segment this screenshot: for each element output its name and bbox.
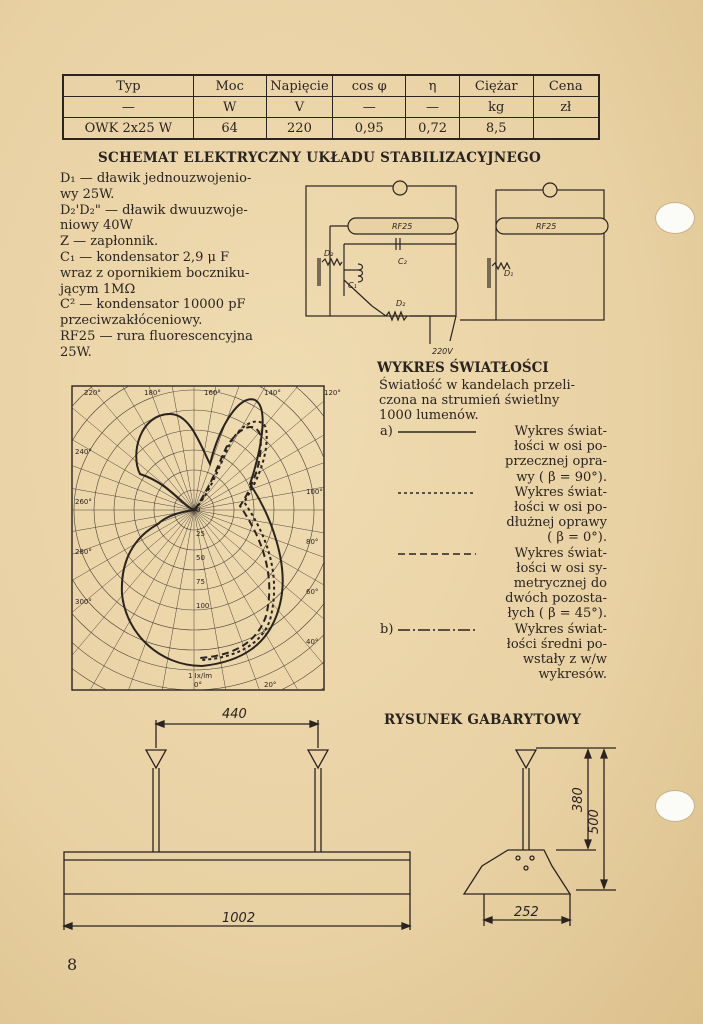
- header-cell: Cena: [533, 75, 599, 97]
- dimension-drawing: [56, 700, 616, 940]
- angle-label-left: 300°: [75, 598, 92, 606]
- header-cell: Ciężar: [459, 75, 533, 97]
- legend-text-line: ( β = 0°).: [547, 530, 607, 546]
- legend-text-line: łości w osi po-: [514, 500, 607, 516]
- radial-label: 50: [196, 554, 205, 562]
- legend-text-line: Wykres świat-: [514, 424, 607, 439]
- unit-cell: W: [193, 97, 266, 118]
- punch-hole-top: [655, 202, 695, 234]
- legend-text-line: łości w osi po-: [514, 439, 607, 455]
- desc-line: czona na strumień świetlny: [379, 393, 560, 408]
- legend-entry: [380, 622, 610, 683]
- unit-cell: —: [333, 97, 406, 118]
- luminance-title: WYKRES ŚWIATŁOŚCI: [377, 360, 549, 376]
- legend-line: C₁ — kondensator 2,9 μ F: [60, 249, 230, 265]
- angle-label-left: 240°: [75, 448, 92, 456]
- angle-label-bottom: 0°: [194, 681, 202, 689]
- angle-label-top: 120°: [324, 389, 341, 397]
- curve-symmetric: [194, 427, 269, 658]
- angle-label-bottom: 20°: [264, 681, 277, 689]
- angle-label-left: 280°: [75, 548, 92, 556]
- polar-luminance-chart: [70, 384, 341, 692]
- radial-label: 75: [196, 578, 205, 586]
- c2-label: C₂: [398, 257, 407, 266]
- angle-label-top: 180°: [144, 389, 161, 397]
- legend-text-line: dwóch pozosta-: [505, 591, 607, 607]
- angle-label-top: 160°: [204, 389, 221, 397]
- data-cell: 8,5: [459, 118, 533, 140]
- legend-text-line: przecznej opra-: [505, 454, 607, 470]
- unit-cell: zł: [533, 97, 599, 118]
- legend-letter: a): [380, 424, 393, 439]
- table-row: [63, 118, 599, 140]
- data-cell: 64: [193, 118, 266, 140]
- total-height-value: 500: [587, 809, 602, 834]
- suspension-right-icon: [308, 750, 328, 768]
- data-cell: [533, 118, 599, 140]
- legend-entry: [380, 546, 610, 622]
- legend-line: niowy 40W: [60, 218, 133, 234]
- d2-label: D₂: [324, 249, 334, 258]
- legend-entry: [380, 485, 610, 546]
- unit-cell: —: [406, 97, 460, 118]
- legend-text-line: metrycznej do: [513, 576, 607, 592]
- radial-label: 100: [196, 602, 210, 610]
- data-cell: OWK 2x25 W: [63, 118, 193, 140]
- legend-text-line: łości w osi sy-: [516, 560, 607, 576]
- legend-line-sample: [398, 491, 470, 495]
- data-cell: 220: [266, 118, 333, 140]
- unit-note: 1 Ix/lm: [188, 672, 213, 680]
- table-header-row: [63, 75, 599, 97]
- legend-text-line: wy ( β = 90°).: [516, 469, 607, 485]
- luminaire-body: [64, 852, 410, 894]
- legend-text-line: Wykres świat-: [514, 621, 607, 637]
- length-value: 1002: [222, 911, 256, 926]
- rod-height-value: 380: [571, 787, 586, 812]
- luminance-description: [379, 378, 604, 423]
- angle-label-right: 80°: [306, 538, 319, 546]
- radial-label: 25: [196, 530, 205, 538]
- legend-text-line: Wykres świat-: [514, 484, 607, 500]
- header-cell: Typ: [63, 75, 193, 97]
- legend-text-line: wykresów.: [538, 667, 607, 683]
- suspension-left-icon: [146, 750, 166, 768]
- c1-label: C₁: [348, 281, 357, 290]
- starter-icon: [393, 181, 407, 195]
- unit-cell: V: [266, 97, 333, 118]
- angle-label-top: 140°: [264, 389, 281, 397]
- legend-line: przeciwzakłóceniowy.: [60, 313, 203, 329]
- unit-cell: kg: [459, 97, 533, 118]
- legend-line: D₂'D₂" — dławik dwuuzwoje-: [60, 202, 248, 218]
- legend-line: D₁ — dławik jednouzwojenio-: [60, 171, 252, 186]
- legend-line-sample: [398, 628, 470, 632]
- angle-label-right: 100°: [306, 488, 323, 496]
- curve-legend: [380, 424, 610, 682]
- legend-letter: b): [380, 621, 394, 637]
- polar-frame: [72, 386, 324, 690]
- angle-label-right: 60°: [306, 588, 319, 596]
- legend-text-line: łych ( β = 45°).: [507, 606, 607, 622]
- desc-line: Światłość w kandelach przeli-: [379, 378, 576, 393]
- legend-entry: [380, 424, 610, 485]
- legend-text-line: dłużnej oprawy: [506, 515, 607, 531]
- angle-label-top: 220°: [84, 389, 101, 397]
- unit-cell: —: [63, 97, 193, 118]
- header-cell: η: [406, 75, 460, 97]
- d2b-label: D₂: [396, 299, 406, 308]
- page-number: 8: [67, 955, 78, 974]
- radial-label: 0: [196, 506, 201, 514]
- circuit-schematic: [300, 176, 610, 358]
- capacitor-c1-icon: [358, 264, 363, 282]
- table-units-row: [63, 97, 599, 118]
- tube-label-left: RF25: [392, 222, 413, 231]
- schematic-title: SCHEMAT ELEKTRYCZNY UKŁADU STABILIZACYJNEGO: [98, 150, 542, 166]
- legend-line-sample: [398, 430, 470, 434]
- legend-line: wy 25W.: [60, 186, 115, 202]
- legend-line: 25W.: [60, 344, 92, 360]
- supply-label: 220V: [432, 347, 453, 356]
- header-cell: Moc: [193, 75, 266, 97]
- d1-label: D₁: [504, 269, 514, 278]
- legend-line: RF25 — rura fluorescencyjna: [60, 328, 253, 344]
- spec-table: [62, 74, 600, 140]
- punch-hole-bottom: [655, 790, 695, 822]
- desc-line: 1000 lumenów.: [379, 408, 479, 423]
- width-value: 252: [514, 905, 539, 920]
- legend-line: Z — zapłonnik.: [60, 234, 159, 250]
- legend-line: wraz z opornikiem boczniku-: [60, 265, 250, 281]
- header-cell: Napięcie: [266, 75, 333, 97]
- legend-text-line: łości średni po-: [506, 636, 607, 652]
- legend-text-line: wstały z w/w: [522, 652, 607, 668]
- tube-label-right: RF25: [536, 222, 557, 231]
- header-cell: cos φ: [333, 75, 406, 97]
- spacing-value: 440: [222, 707, 247, 722]
- right-circuit-frame: [496, 190, 604, 320]
- legend-line: C² — kondensator 10000 pF: [60, 297, 246, 313]
- grid-ray: [0, 510, 194, 710]
- legend-line: jącym 1MΩ: [60, 281, 136, 297]
- angle-label-left: 260°: [75, 498, 92, 506]
- starter-right-icon: [543, 183, 557, 197]
- legend-line-sample: [398, 552, 470, 556]
- dimensions-title: RYSUNEK GABARYTOWY: [384, 712, 582, 728]
- suspension-side-icon: [516, 750, 536, 768]
- data-cell: 0,95: [333, 118, 406, 140]
- data-cell: 0,72: [406, 118, 460, 140]
- angle-label-right: 40°: [306, 638, 319, 646]
- choke-d2-icon: [322, 259, 342, 265]
- schematic-legend: [60, 171, 290, 361]
- legend-text-line: Wykres świat-: [514, 545, 607, 561]
